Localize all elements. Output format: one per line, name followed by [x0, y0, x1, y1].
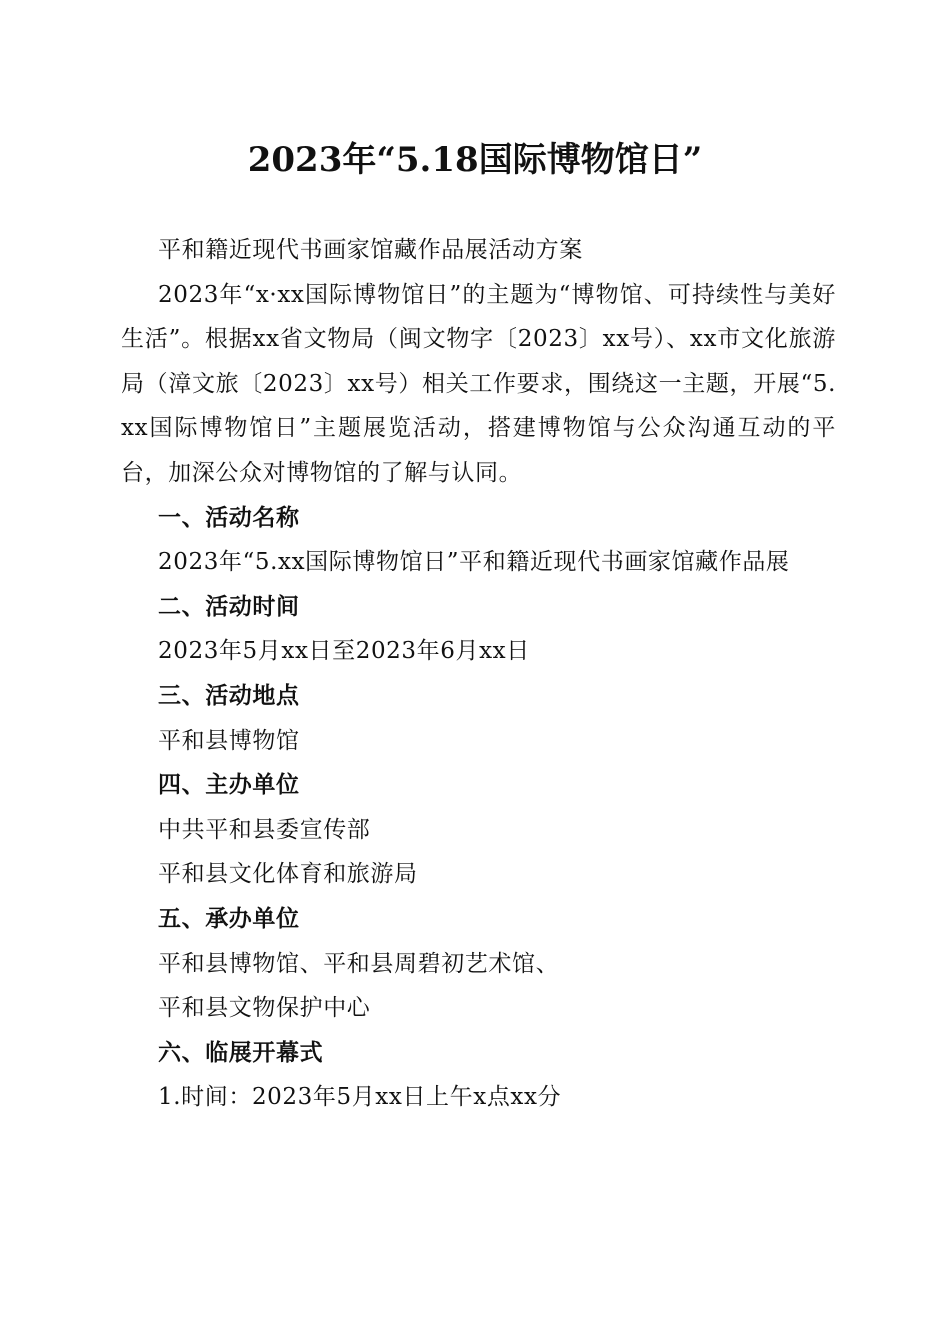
- section-heading-time: 二、活动时间: [158, 593, 300, 620]
- section-heading-location: 三、活动地点: [158, 682, 300, 709]
- section-text-name: 2023年“5.xx国际博物馆日”平和籍近现代书画家馆藏作品展: [158, 549, 790, 576]
- section-text-time: 2023年5月xx日至2023年6月xx日: [158, 638, 530, 665]
- document-subtitle: 平和籍近现代书画家馆藏作品展活动方案: [158, 237, 583, 263]
- section-text-organizer-2: 平和县文化体育和旅游局: [158, 861, 418, 888]
- section-heading-organizer: 四、主办单位: [158, 772, 300, 799]
- intro-paragraph: 2023年“x·xx国际博物馆日”的主题为“博物馆、可持续性与美好生活”。根据xx省文物局（闽文物字〔2023〕xx号）、xx市文化旅游局（漳文旅〔2023〕xx号）相关工作要求，围绕这一主题，开展“5.xx国际博物馆日”主题展览活动，搭建博物馆与公众沟通互动的平台，加深公众对博物馆的了解与认同。: [121, 281, 836, 486]
- document-body: [121, 228, 836, 1120]
- section-heading-host: 五、承办单位: [158, 905, 300, 932]
- section-text-location: 平和县博物馆: [158, 727, 300, 754]
- document-title: 2023年“5.18国际博物馆日”: [247, 140, 703, 180]
- section-text-host-2: 平和县文物保护中心: [158, 995, 371, 1022]
- section-heading-opening: 六、临展开幕式: [158, 1039, 324, 1066]
- section-heading-name: 一、活动名称: [158, 504, 300, 531]
- section-text-organizer-1: 中共平和县委宣传部: [158, 816, 371, 843]
- section-text-opening-time: 1.时间：2023年5月xx日上午x点xx分: [158, 1084, 562, 1111]
- section-text-host-1: 平和县博物馆、平和县周碧初艺术馆、: [158, 950, 560, 977]
